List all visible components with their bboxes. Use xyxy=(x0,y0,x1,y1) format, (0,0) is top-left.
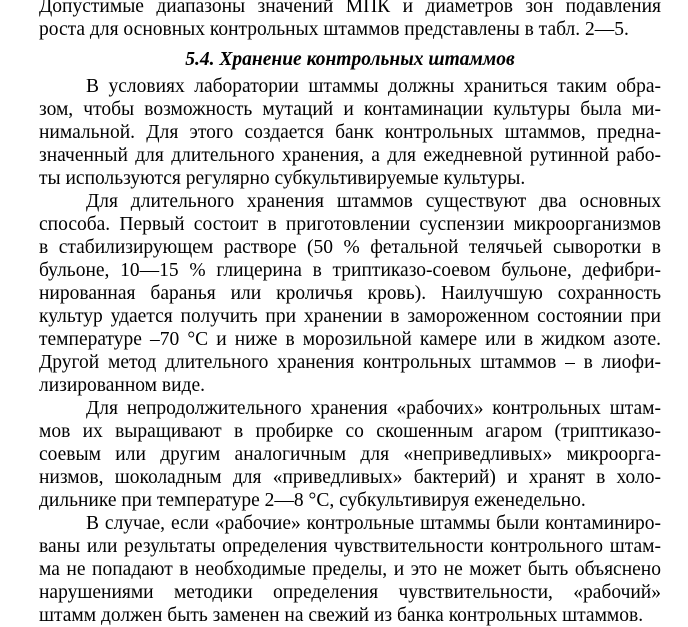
p1-line-2: зом, чтобы возможность мутаций и контаминации культуры была ми- xyxy=(39,99,661,120)
p3-line-1: Для непродолжительного хранения «рабочих» контрольных штам- xyxy=(86,398,661,419)
p2-line-4: бульоне, 10—15 % глицерина в триптиказо-соевом бульоне, дефибри- xyxy=(39,260,661,281)
p4-line-2: ваны или результаты определения чувствительности контрольного штам- xyxy=(39,536,661,557)
p3-line-2: мов их выращивают в пробирке со скошенным агаром (триптиказо- xyxy=(39,421,661,442)
intro-line-2: роста для основных контрольных штаммов представлены в табл. 2—5. xyxy=(39,19,629,40)
p2-line-8: Другой метод длительного хранения контрольных штаммов – в лиофи- xyxy=(39,352,661,373)
p3-line-5: дильнике при температуре 2—8 °С, субкультивируя еженедельно. xyxy=(39,490,586,511)
p3-line-3: соевым или другим аналогичным для «неприведливых» микроорга- xyxy=(39,444,661,465)
p2-line-1: Для длительного хранения штаммов существуют два основных xyxy=(86,191,661,212)
p2-line-9: лизированном виде. xyxy=(39,375,205,396)
p4-line-4: нарушениями методики определения чувствительности, «рабочий» xyxy=(39,582,661,603)
intro-line-1: Допустимые диапазоны значений МПК и диаметров зон подавления xyxy=(39,0,661,17)
p2-line-7: температуре –70 °С и ниже в морозильной камере или в жидком азоте. xyxy=(39,329,661,350)
p1-line-1: В условиях лаборатории штаммы должны храниться таким обра- xyxy=(86,76,661,97)
p1-line-4: значенный для длительного хранения, а для ежедневной рутинной рабо- xyxy=(39,145,661,166)
p4-line-3: ма не попадают в необходимые пределы, и это не может быть объяснено xyxy=(39,559,661,580)
document-page xyxy=(39,0,661,627)
p2-line-6: культур удается получить при хранении в замороженном состоянии при xyxy=(39,306,661,327)
p2-line-5: нированная баранья или кроличья кровь). Наилучшую сохранность xyxy=(39,283,661,304)
p1-line-3: нимальной. Для этого создается банк контрольных штаммов, предна- xyxy=(39,122,661,143)
p3-line-4: низмов, шоколадным для «приведливых» бактерий) и хранят в холо- xyxy=(39,467,661,488)
p4-line-5: штамм должен быть заменен на свежий из банка контрольных штаммов. xyxy=(39,605,644,626)
section-heading: 5.4. Хранение контрольных штаммов xyxy=(185,49,515,70)
p1-line-5: ты используются регулярно субкультивируемые культуры. xyxy=(39,168,526,189)
paragraph-3 xyxy=(39,397,661,512)
paragraph-2 xyxy=(39,190,661,397)
paragraph-1 xyxy=(39,75,661,190)
p4-line-1: В случае, если «рабочие» контрольные штаммы были контаминиро- xyxy=(86,513,661,534)
intro-paragraph xyxy=(39,0,661,41)
p2-line-2: способа. Первый состоит в приготовлении суспензии микроорганизмов xyxy=(39,214,661,235)
p2-line-3: в стабилизирующем растворе (50 % фетальной телячьей сыворотки в xyxy=(39,237,661,258)
